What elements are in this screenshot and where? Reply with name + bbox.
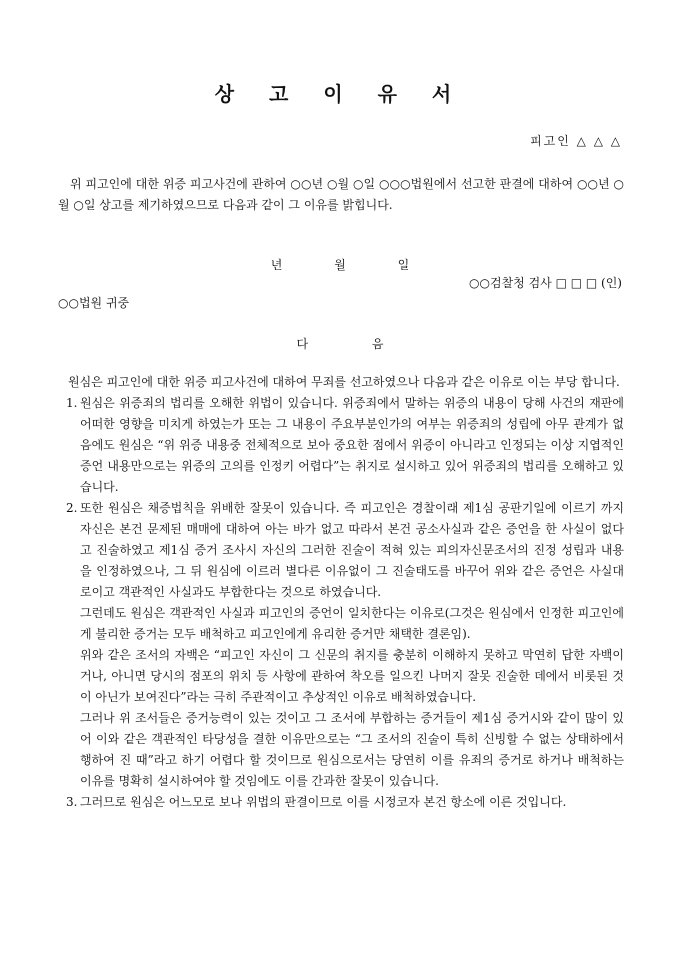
heading-left: 다 xyxy=(296,337,309,351)
item-paragraph: 그런데도 원심은 객관적인 사실과 피고인의 증언이 일치한다는 이유로(그것은 원심에서 인정한 피고인에게 불리한 증거는 모두 배척하고 피고인에게 유리한 증거만 채택한 결론임). xyxy=(80,606,624,641)
heading-right: 음 xyxy=(371,337,384,351)
date-year: 년 xyxy=(270,258,283,272)
document-title: 상 고 이 유 서 xyxy=(214,82,466,106)
item-paragraph: 그러므로 원심은 어느모로 보나 위법의 판결이므로 이를 시정코자 본건 항소에 이른 것입니다. xyxy=(80,795,567,809)
grounds-body xyxy=(58,372,624,813)
item-paragraph: 그러나 위 조서들은 증거능력이 있는 것이고 그 조서에 부합하는 증거들이 제1심 증거시와 같이 많이 있어 이와 같은 객관적인 타당성을 결한 이유만으로는 “그 조서의 진술이 특히 신빙할 수 없는 상태하에서 행하여 진 때”라고 하기 어렵다 할 것이므로 원심으로서는 당연히 이를 유죄의 증거로 하거나 배척하는 이유를 명확히 설시하여야 할 것임에도 이를 간과한 잘못이 있습니다. xyxy=(80,711,624,788)
grounds-list xyxy=(58,393,624,813)
ground-item xyxy=(58,393,624,498)
ground-item xyxy=(58,792,624,813)
item-paragraph: 원심은 위증죄의 법리를 오해한 위법이 있습니다. 위증죄에서 말하는 위증의 내용이 당해 사건의 재판에 어떠한 영향을 미치게 하였는가 또는 그 내용이 주요부분인가의 여부는 위증죄의 성립에 아무 관계가 없음에도 원심은 “위 위증 내용중 전체적으로 보아 중요한 점에서 위증이 아니라고 인정되는 이상 지엽적인 증언 내용만으로는 위증의 고의를 인정키 어렵다”는 취지로 설시하고 있어 위증죄의 법리를 오해하고 있습니다. xyxy=(80,396,624,494)
section-heading xyxy=(0,335,680,352)
item-number: 1. xyxy=(66,396,78,410)
item-paragraph: 위와 같은 조서의 자백은 “피고인 자신이 그 신문의 취지를 충분히 이해하지 못하고 막연히 답한 자백이거나, 아니면 당시의 점포의 위치 등 사항에 관하여 착오를 일으킨 나머지 잘못 진술한 데에서 비롯된 것이 아닌가 보여진다”라는 극히 주관적이고 추상적인 이유로 배척하였습니다. xyxy=(80,648,624,704)
item-paragraph: 또한 원심은 채증법칙을 위배한 잘못이 있습니다. 즉 피고인은 경찰이래 제1심 공판기일에 이르기 까지 자신은 본건 문제된 매매에 대하여 아는 바가 없고 따라서 본건 공소사실과 같은 증언을 한 사실이 없다고 진술하였고 제1심 증거 조사시 자신의 그러한 진술이 적혀 있는 피의자신문조서의 진정 성립과 내용을 인정하였으나, 그 뒤 원심에 이르러 별다른 이유없이 그 진술태도를 바꾸어 위와 같은 증언은 사실대로이고 객관적인 사실과도 부합한다는 것으로 하였습니다. xyxy=(80,501,624,599)
item-number: 3. xyxy=(66,795,78,809)
date-line xyxy=(0,256,680,273)
date-day: 일 xyxy=(397,258,410,272)
intro-paragraph: 위 피고인에 대한 위증 피고사건에 관하여 ○○년 ○월 ○일 ○○○법원에서 선고한 판결에 대하여 ○○년 ○월 ○일 상고를 제기하였으므로 다음과 같이 그 이유를 밝힙니다. xyxy=(58,177,624,212)
signature-line: ○○검찰청 검사 □ □ □ (인) xyxy=(469,276,622,290)
court-recipient: ○○법원 귀중 xyxy=(58,296,130,310)
ground-item xyxy=(58,498,624,792)
defendant-line: 피고인 △ △ △ xyxy=(530,134,622,148)
item-number: 2. xyxy=(66,501,78,515)
date-month: 월 xyxy=(334,258,346,272)
lead-paragraph: 원심은 피고인에 대한 위증 피고사건에 대하여 무죄를 선고하였으나 다음과 같은 이유로 이는 부당 합니다. xyxy=(68,375,620,389)
